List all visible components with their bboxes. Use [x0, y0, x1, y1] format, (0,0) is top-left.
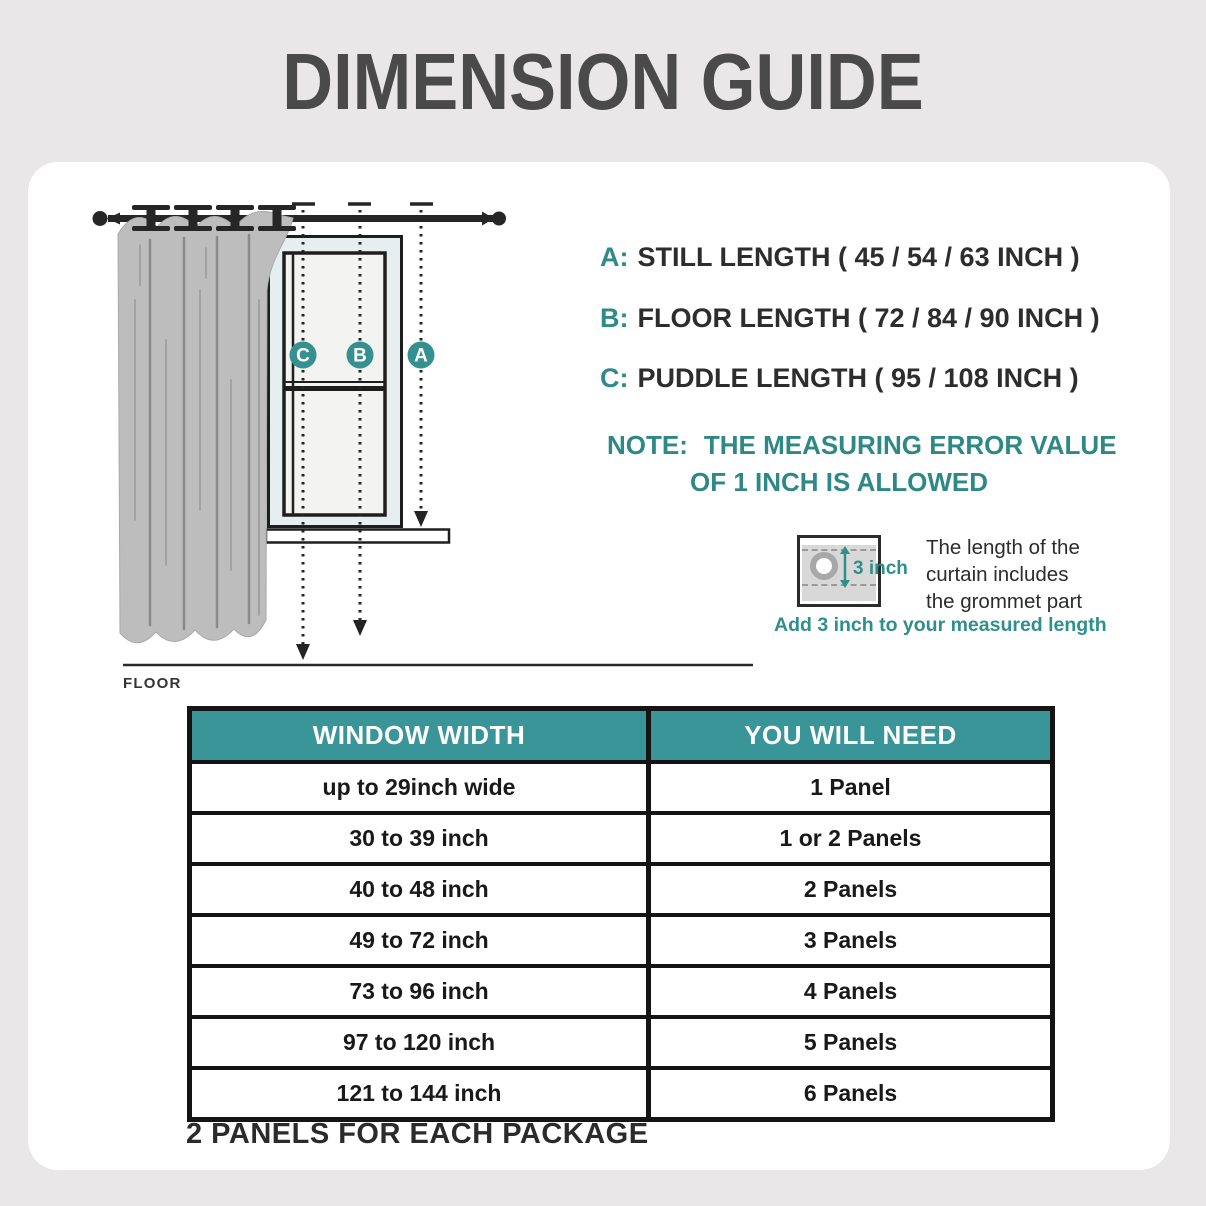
marker-badge-a [408, 342, 435, 369]
spec-a-letter: A: [600, 242, 629, 272]
note-label: NOTE: [607, 430, 688, 460]
marker-b-label: B [353, 345, 367, 367]
curtain [118, 211, 293, 642]
table-row [190, 1068, 1053, 1120]
marker-badge-b [347, 342, 374, 369]
note-text-1: THE MEASURING ERROR VALUE [703, 430, 1117, 460]
col-header-window-width: WINDOW WIDTH [190, 709, 649, 763]
window-width-cell: up to 29inch wide [190, 762, 649, 813]
panel-count-table [187, 706, 1055, 1122]
marker-a-label: A [414, 345, 428, 367]
spec-a-text: STILL LENGTH ( 45 / 54 / 63 INCH ) [637, 242, 1080, 272]
marker-badge-c [290, 342, 317, 369]
floor-label: FLOOR [123, 675, 182, 692]
spec-c-letter: C: [600, 363, 629, 393]
table-row [190, 813, 1053, 864]
grommet-tip: Add 3 inch to your measured length [774, 614, 1107, 636]
package-note: 2 PANELS FOR EACH PACKAGE [186, 1118, 649, 1150]
window-width-cell: 49 to 72 inch [190, 915, 649, 966]
grommet-ring-icon [810, 552, 838, 580]
panels-needed-cell: 6 Panels [649, 1068, 1053, 1120]
table-header-row [190, 709, 1053, 763]
grommet-figure [797, 535, 908, 607]
window-width-cell: 97 to 120 inch [190, 1017, 649, 1068]
table-row [190, 915, 1053, 966]
window-sill [266, 530, 449, 543]
window-width-cell: 73 to 96 inch [190, 966, 649, 1017]
panels-needed-cell: 2 Panels [649, 864, 1053, 915]
panels-needed-cell: 1 or 2 Panels [649, 813, 1053, 864]
table-row [190, 966, 1053, 1017]
table-row [190, 762, 1053, 813]
grommet-measure-label: 3 inch [853, 558, 908, 579]
spec-b-letter: B: [600, 303, 629, 333]
note-line-2: OF 1 INCH IS ALLOWED [690, 467, 989, 497]
window-width-cell: 121 to 144 inch [190, 1068, 649, 1120]
window-width-cell: 30 to 39 inch [190, 813, 649, 864]
panels-needed-cell: 5 Panels [649, 1017, 1053, 1068]
content-panel [28, 162, 1170, 1170]
spec-floor-length [600, 301, 1100, 335]
panels-needed-cell: 3 Panels [649, 915, 1053, 966]
grommet-desc-line2: curtain includes [926, 563, 1069, 586]
col-header-you-will-need: YOU WILL NEED [649, 709, 1053, 763]
note-line-1 [607, 430, 1117, 461]
window-width-cell: 40 to 48 inch [190, 864, 649, 915]
grommet-desc-line1: The length of the [926, 536, 1080, 559]
grommet-description [926, 534, 1082, 615]
page-title: DIMENSION GUIDE [282, 37, 924, 126]
spec-c-text: PUDDLE LENGTH ( 95 / 108 INCH ) [637, 363, 1079, 393]
spec-still-length [600, 240, 1080, 274]
spec-puddle-length [600, 361, 1079, 395]
panels-needed-cell: 4 Panels [649, 966, 1053, 1017]
panels-needed-cell: 1 Panel [649, 762, 1053, 813]
grommet-measure-arrow-icon [838, 545, 852, 589]
table-row [190, 1017, 1053, 1068]
table-row [190, 864, 1053, 915]
spec-b-text: FLOOR LENGTH ( 72 / 84 / 90 INCH ) [637, 303, 1100, 333]
marker-c-label: C [296, 345, 310, 367]
grommet-desc-line3: the grommet part [926, 590, 1083, 613]
